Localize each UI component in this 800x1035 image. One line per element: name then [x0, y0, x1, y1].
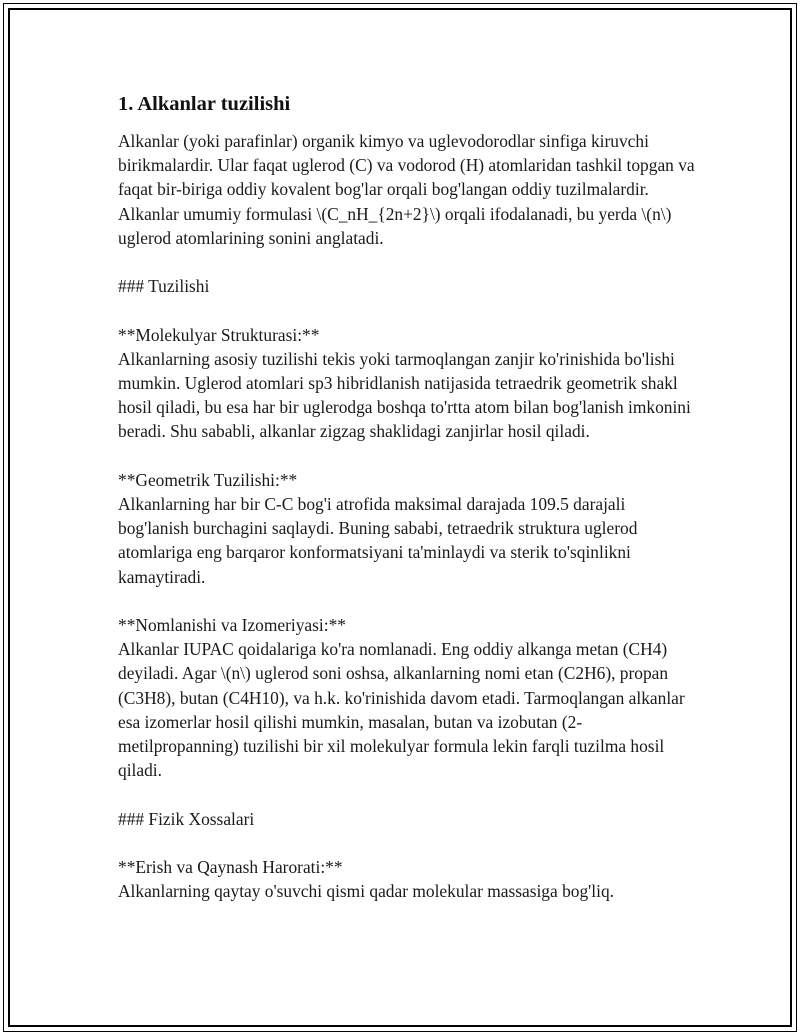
- subsection-title-nomlanishi: **Nomlanishi va Izomeriyasi:**: [118, 615, 346, 635]
- page-title: 1. Alkanlar tuzilishi: [118, 93, 291, 115]
- section-title-tuzilishi: ### Tuzilishi: [118, 276, 210, 297]
- molekulyar-paragraph: Alkanlarning asosiy tuzilishi tekis yoki tarmoqlangan zanjir ko'rinishida bo'lishi mumkin. Uglerod atomlari sp3 hibridlanish natijasida tetraedrik geometrik shakl hosil qiladi, bu esa har bir uglerodga boshqa to'rtta atom bilan bog'lanish imkonini beradi. Shu sababli, alkanlar zigzag shaklidagi zanjirlar hosil qiladi.: [118, 348, 696, 442]
- nomlanishi-paragraph: Alkanlar IUPAC qoidalariga ko'ra nomlanadi. Eng oddiy alkanga metan (CH4) deyiladi. Agar \(n\) uglerod soni oshsa, alkanlarning nomi etan (C2H6), propan (C3H8), butan (C4H10), va h.k. ko'rinishida davom etadi. Tarmoqlangan alkanlar esa izomerlar hosil qilishi mumkin, masalan, butan va izobutan (2-metilpropanning) tuzilishi bir xil molekulyar formula lekin farqli tuzilma hosil qiladi.: [118, 639, 690, 781]
- spacer: [118, 831, 698, 855]
- spacer: [118, 589, 698, 613]
- document-body: [118, 90, 698, 903]
- subsection-title-molekulyar: **Molekulyar Strukturasi:**: [118, 324, 320, 345]
- spacer: [118, 298, 698, 322]
- section-title-fizik: ### Fizik Xossalari: [118, 808, 255, 829]
- geometrik-paragraph: Alkanlarning har bir C-C bog'i atrofida maksimal darajada 109.5 darajali bog'lanish burchagini saqlaydi. Buning sababi, tetraedrik struktura uglerod atomlariga eng barqaror konformatsiyani ta'minlaydi va sterik to'sqinlikni kamaytiradi.: [118, 494, 642, 587]
- subsection-title-erish: **Erish va Qaynash Harorati:**: [118, 857, 343, 877]
- subsection-title-geometrik: **Geometrik Tuzilishi:**: [118, 469, 298, 490]
- spacer: [118, 782, 698, 806]
- intro-paragraph: Alkanlar (yoki parafinlar) organik kimyo va uglevodorodlar sinfiga kiruvchi birikmalardir. Ular faqat uglerod (C) va vodorod (H) atomlaridan tashkil topgan va faqat bir-biriga oddiy kovalent bog'lar orqali bog'langan oddiy tuzilmalardir. Alkanlar umumiy formulasi \(C_nH_{2n+2}\) orqali ifodalanadi, bu yerda \(n\) uglerod atomlarining sonini anglatadi.: [118, 131, 699, 248]
- spacer: [118, 250, 698, 274]
- erish-paragraph: Alkanlarning qaytay o'suvchi qismi qadar molekular massasiga bog'liq.: [118, 881, 614, 902]
- spacer: [118, 444, 698, 468]
